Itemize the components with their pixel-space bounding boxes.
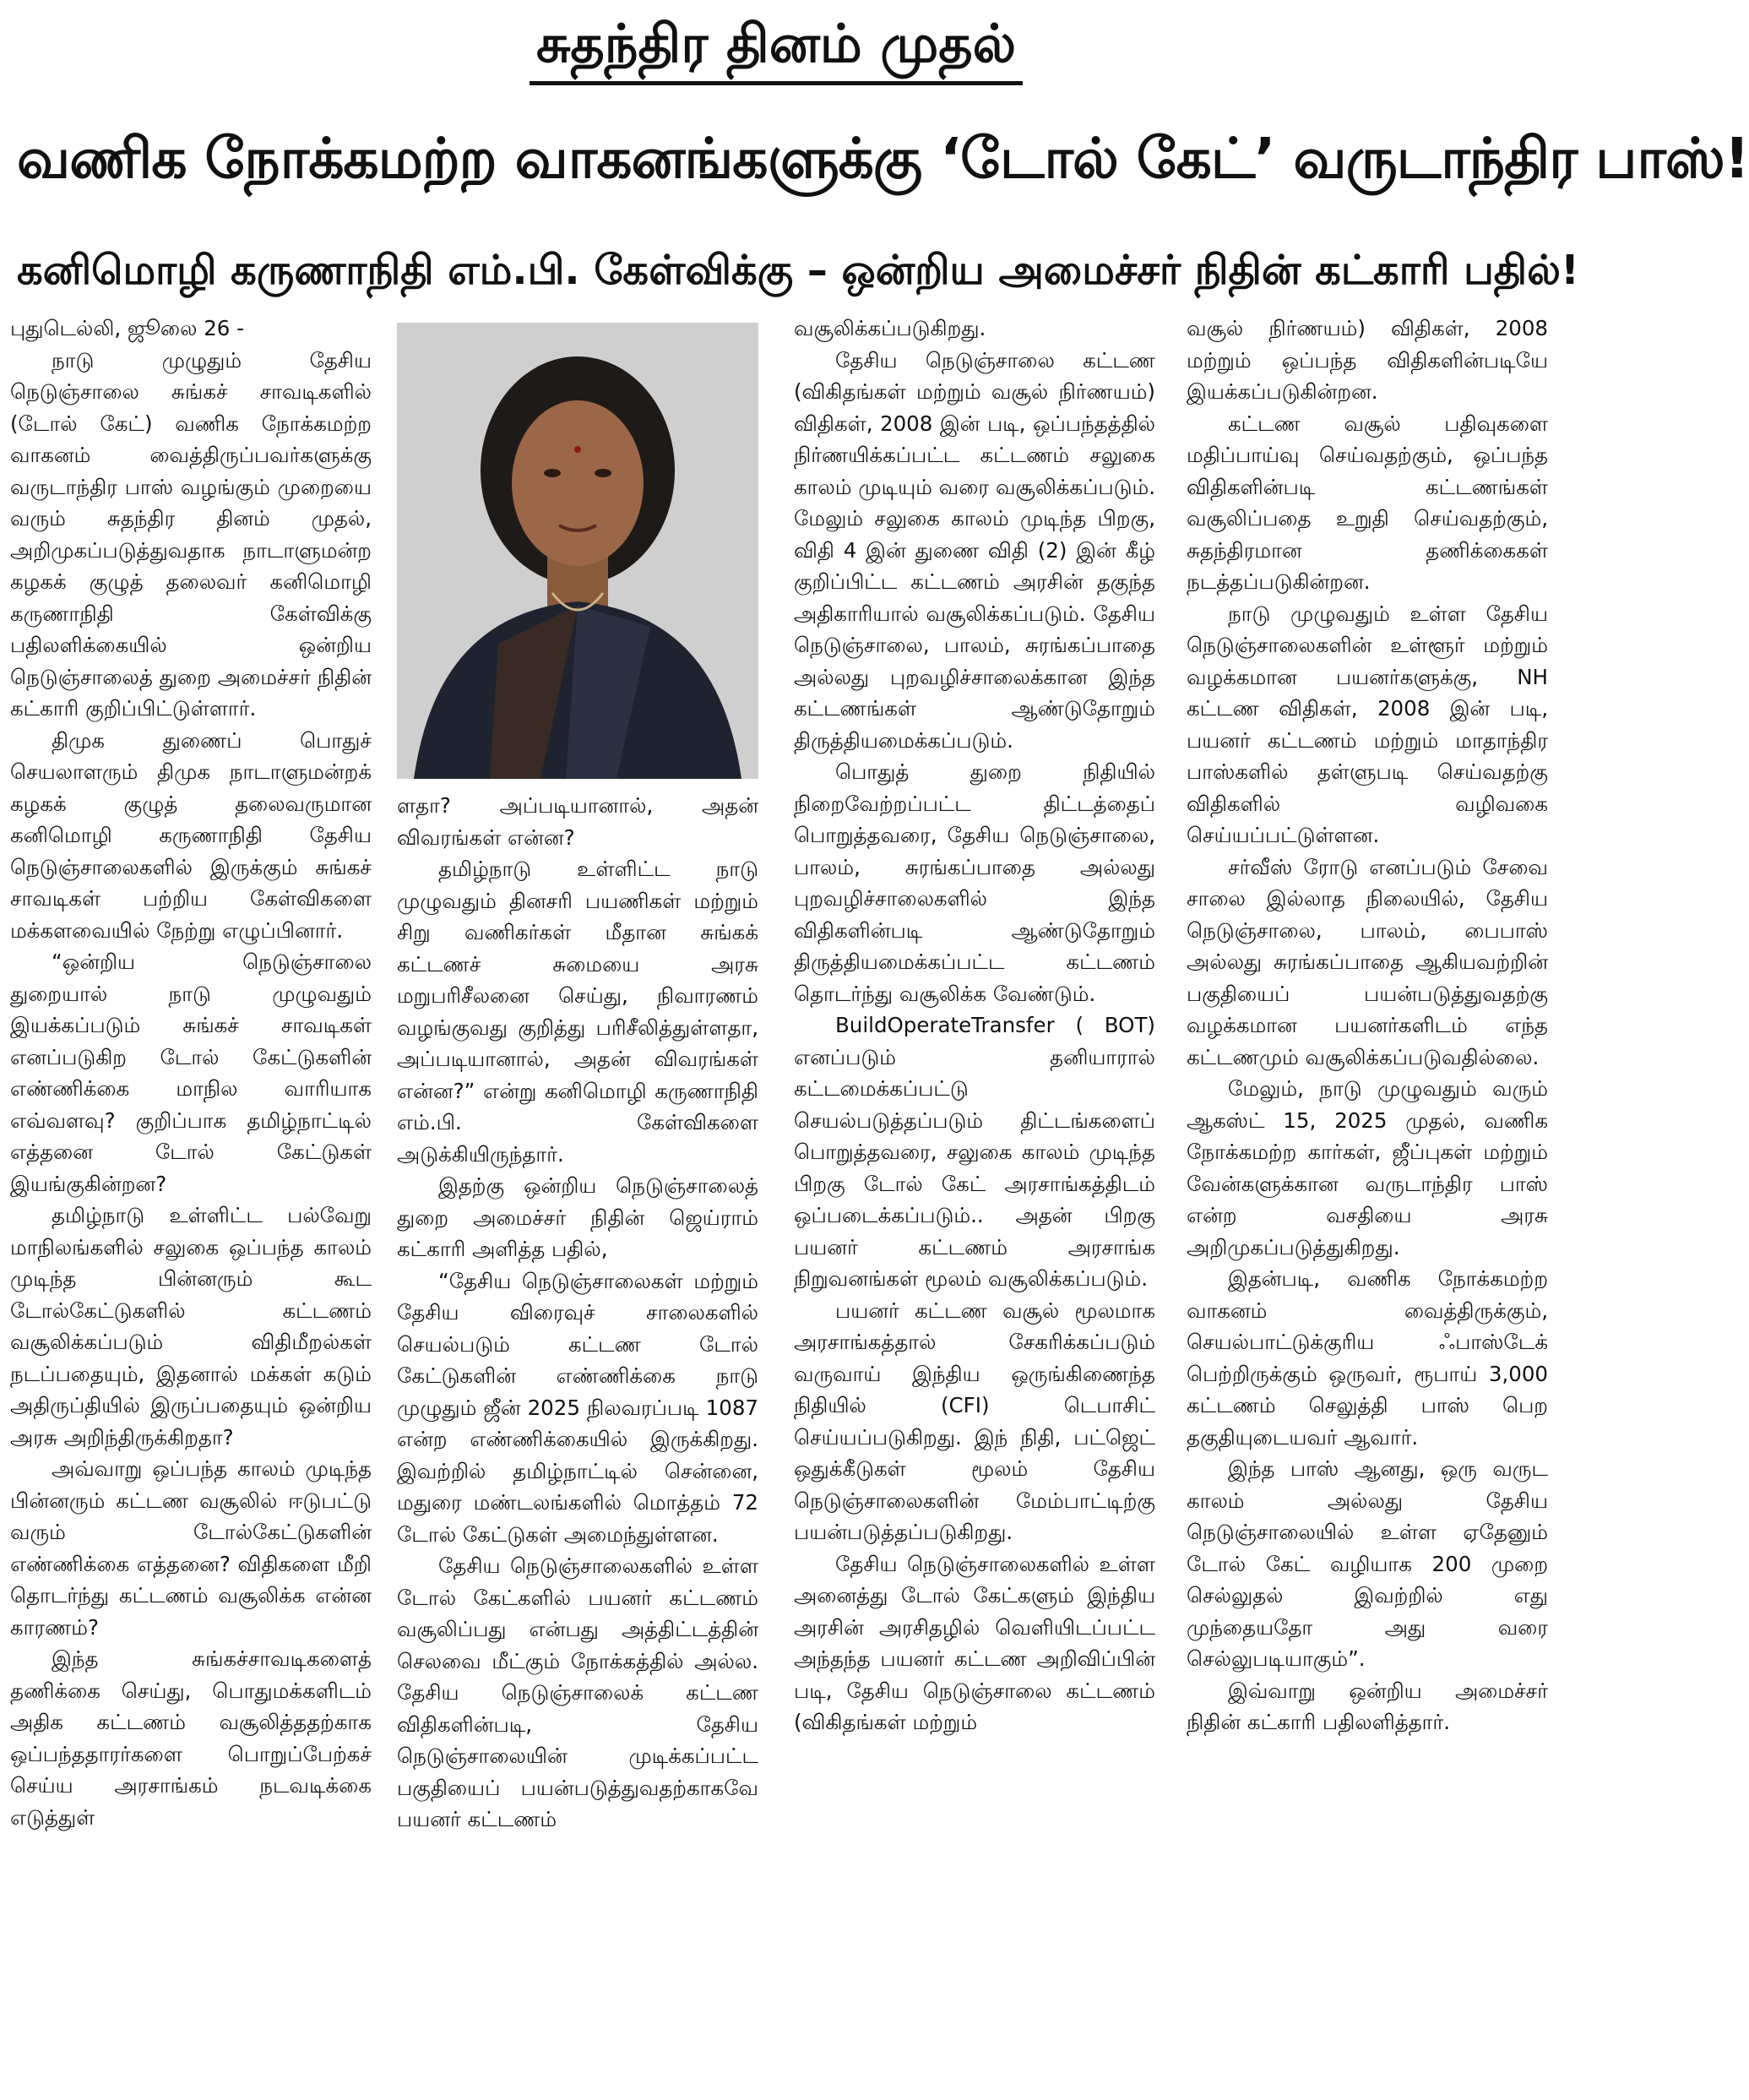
paragraph: “ஒன்றிய நெடுஞ்சாலை துறையால் நாடு முழுவதும் இயக்கப்படும் சுங்கச் சாவடிகள் எனப்படுகிற டோல் கேட்டுகளின் எண்ணிக்கை மாநில வாரியாக எவ்வளவு? குறிப்பாக தமிழ்நாட்டில் எத்தனை டோல் கேட்டுகள் இயங்குகின்றன?: [10, 949, 372, 1196]
paragraph: திமுக துணைப் பொதுச் செயலாளரும் திமுக நாடாளுமன்றக் கழகக் குழுத் தலைவருமான கனிமொழி கருணாநிதி தேசிய நெடுஞ்சாலைகளில் இருக்கும் சுங்கச் சாவடிகள் பற்றிய கேள்விகளை மக்களவையில் நேற்று எழுப்பினார்.: [10, 727, 372, 943]
paragraph: சர்வீஸ் ரோடு எனப்படும் சேவை சாலை இல்லாத நிலையில், தேசிய நெடுஞ்சாலை, பாலம், பைபாஸ் அல்லது சுரங்கப்பாதை ஆகியவற்றின் பகுதியைப் பயன்படுத்துவதற்கு வழக்கமான பயனர்களிடம் எந்த கட்டணமும் வசூலிக்கப்படுவதில்லை.: [1187, 854, 1548, 1069]
paragraph: தேசிய நெடுஞ்சாலை கட்டண (விகிதங்கள் மற்றும் வசூல் நிர்ணயம்) விதிகள், 2008 இன் படி, ஒப்பந்தத்தில் நிர்ணயிக்கப்பட்ட கட்டணம் சலுகை காலம் முடியும் வரை வசூலிக்கப்படும். மேலும் சலுகை காலம் முடிந்த பிறகு, விதி 4 இன் துணை விதி (2) இன் கீழ் குறிப்பிட்ட கட்டணம் அரசின் தகுந்த அதிகாரியால் வசூலிக்கப்படும். தேசிய நெடுஞ்சாலை, பாலம், சுரங்கப்பாதை அல்லது புறவழிச்சாலைக்கான இந்த கட்டணங்கள் ஆண்டுதோறும் திருத்தியமைக்கப்படும்.: [794, 347, 1155, 753]
paragraph: தேசிய நெடுஞ்சாலைகளில் உள்ள டோல் கேட்களில் பயனர் கட்டணம் வசூலிப்பது என்பது அத்திட்டத்தின் செலவை மீட்கும் நோக்கத்தில் அல்ல. தேசிய நெடுஞ்சாலைக் கட்டண விதிகளின்படி, தேசிய நெடுஞ்சாலையின் முடிக்கப்பட்ட பகுதியைப் பயன்படுத்துவதற்காகவே பயனர் கட்டணம்: [397, 1553, 758, 1831]
article-column-4: [1187, 313, 1548, 2095]
paragraph: இந்த சுங்கச்சாவடிகளைத் தணிக்கை செய்து, பொதுமக்களிடம் அதிக கட்டணம் வசூலித்ததற்காக ஒப்பந்ததாரர்களை பொறுப்பேற்கச் செய்ய அரசாங்கம் நடவடிக்கை எடுத்துள்: [10, 1646, 372, 1830]
paragraph: கட்டண வசூல் பதிவுகளை மதிப்பாய்வு செய்வதற்கும், ஒப்பந்த விதிகளின்படி கட்டணங்கள் வசூலிப்பதை உறுதி செய்வதற்கும், சுதந்திரமான தணிக்கைகள் நடத்தப்படுகின்றன.: [1187, 411, 1548, 594]
paragraph: “தேசிய நெடுஞ்சாலைகள் மற்றும் தேசிய விரைவுச் சாலைகளில் செயல்படும் கட்டண டோல் கேட்டுகளின் எண்ணிக்கை நாடு முழுதும் ஜீன் 2025 நிலவரப்படி 1087 என்ற எண்ணிக்கையில் இருக்கிறது. இவற்றில் தமிழ்நாட்டில் சென்னை, மதுரை மண்டலங்களில் மொத்தம் 72 டோல் கேட்டுகள் அமைந்துள்ளன.: [397, 1268, 758, 1547]
subheadline: கனிமொழி கருணாநிதி எம்.பி. கேள்விக்கு – ஒன்றிய அமைச்சர் நிதின் கட்காரி பதில்!: [17, 247, 1579, 294]
article-column-1: [10, 313, 372, 2095]
kicker-banner: [0, 7, 1552, 91]
headline: வணிக நோக்கமற்ற வாகனங்களுக்கு ‘டோல் கேட்’ வருடாந்திர பாஸ்!: [17, 126, 1749, 191]
paragraph: பொதுத் துறை நிதியில் நிறைவேற்றப்பட்ட திட்டத்தைப் பொறுத்தவரை, தேசிய நெடுஞ்சாலை, பாலம், சுரங்கப்பாதை அல்லது புறவழிச்சாலைகளில் இந்த விதிகளின்படி ஆண்டுதோறும் திருத்தியமைக்கப்பட்ட கட்டணம் தொடர்ந்து வசூலிக்க வேண்டும்.: [794, 759, 1155, 1006]
dateline: புதுடெல்லி, ஜூலை 26 -: [10, 316, 245, 340]
paragraph: வசூலிக்கப்படுகிறது.: [794, 316, 986, 340]
paragraph: இந்த பாஸ் ஆனது, ஒரு வருட காலம் அல்லது தேசிய நெடுஞ்சாலையில் உள்ள ஏதேனும் டோல் கேட் வழியாக 200 முறை செல்லுதல் இவற்றில் எது முந்தையதோ அது வரை செல்லுபடியாகும்”.: [1187, 1456, 1548, 1671]
paragraph: தேசிய நெடுஞ்சாலைகளில் உள்ள அனைத்து டோல் கேட்களும் இந்திய அரசின் அரசிதழில் வெளியிடப்பட்ட அந்தந்த பயனர் கட்டண அறிவிப்பின் படி, தேசிய நெடுஞ்சாலை கட்டணம் (விகிதங்கள் மற்றும்: [794, 1551, 1155, 1734]
paragraph: அவ்வாறு ஒப்பந்த காலம் முடிந்த பின்னரும் கட்டண வசூலில் ஈடுபட்டு வரும் டோல்கேட்டுகளின் எண்ணிக்கை எத்தனை? விதிகளை மீறி தொடர்ந்து கட்டணம் வசூலிக்க என்ன காரணம்?: [10, 1456, 372, 1640]
article-column-3: [794, 313, 1155, 2095]
paragraph: தமிழ்நாடு உள்ளிட்ட பல்வேறு மாநிலங்களில் சலுகை ஒப்பந்த காலம் முடிந்த பின்னரும் கூட டோல்கேட்டுகளில் கட்டணம் வசூலிக்கப்படும் விதிமீறல்கள் நடப்பதையும், இதனால் மக்கள் கடும் அதிருப்தியில் இருப்பதையும் ஒன்றிய அரசு அறிந்திருக்கிறதா?: [10, 1203, 372, 1450]
paragraph: BuildOperateTransfer ( BOT) எனப்படும் தனியாரால் கட்டமைக்கப்பட்டு செயல்படுத்தப்படும் திட்டங்களைப் பொறுத்தவரை, சலுகை காலம் முடிந்த பிறகு டோல் கேட் அரசாங்கத்திடம் ஒப்படைக்கப்படும்.. அதன் பிறகு பயனர் கட்டணம் அரசாங்க நிறுவனங்கள் மூலம் வசூலிக்கப்படும்.: [794, 1013, 1155, 1291]
paragraph: நாடு முழுவதும் உள்ள தேசிய நெடுஞ்சாலைகளின் உள்ளூர் மற்றும் வழக்கமான பயனர்களுக்கு, NH கட்டண விதிகள், 2008 இன் படி, பயனர் கட்டணம் மற்றும் மாதாந்திர பாஸ்களில் தள்ளுபடி செய்வதற்கு விதிகளில் வழிவகை செய்யப்பட்டுள்ளன.: [1187, 601, 1548, 847]
portrait-photo: [397, 323, 758, 779]
article-column-2: [397, 790, 758, 2095]
paragraph: மேலும், நாடு முழுவதும் வரும் ஆகஸ்ட் 15, 2025 முதல், வணிக நோக்கமற்ற கார்கள், ஜீப்புகள் மற்றும் வேன்களுக்கான வருடாந்திர பாஸ் என்ற வசதியை அரசு அறிமுகப்படுத்துகிறது.: [1187, 1076, 1548, 1259]
paragraph: நாடு முழுதும் தேசிய நெடுஞ்சாலை சுங்கச் சாவடிகளில் (டோல் கேட்) வணிக நோக்கமற்ற வாகனம் வைத்திருப்பவர்களுக்கு வருடாந்திர பாஸ் வழங்கும் முறையை வரும் சுதந்திர தினம் முதல், அறிமுகப்படுத்துவதாக நாடாளுமன்ற கழகக் குழுத் தலைவர் கனிமொழி கருணாநிதி கேள்விக்கு பதிலளிக்கையில் ஒன்றிய நெடுஞ்சாலைத் துறை அமைச்சர் நிதின் கட்காரி குறிப்பிட்டுள்ளார்.: [10, 347, 372, 721]
paragraph: இதன்படி, வணிக நோக்கமற்ற வாகனம் வைத்திருக்கும், செயல்பாட்டுக்குரிய ஃபாஸ்டேக் பெற்றிருக்கும் ஒருவர், ரூபாய் 3,000 கட்டணம் செலுத்தி பாஸ் பெற தகுதியுடையவர் ஆவார்.: [1187, 1266, 1548, 1450]
paragraph: பயனர் கட்டண வசூல் மூலமாக அரசாங்கத்தால் சேகரிக்கப்படும் வருவாய் இந்திய ஒருங்கிணைந்த நிதியில் (CFI) டெபாசிட் செய்யப்படுகிறது. இந் நிதி, பட்ஜெட் ஒதுக்கீடுகள் மூலம் தேசிய நெடுஞ்சாலைகளின் மேம்பாட்டிற்கு பயன்படுத்தப்படுகிறது.: [794, 1298, 1155, 1544]
portrait-figure: [397, 323, 758, 779]
closing-paragraph: இவ்வாறு ஒன்றிய அமைச்சர் நிதின் கட்காரி பதிலளித்தார்.: [1187, 1678, 1548, 1734]
paragraph: இதற்கு ஒன்றிய நெடுஞ்சாலைத் துறை அமைச்சர் நிதின் ஜெய்ராம் கட்காரி அளித்த பதில்,: [397, 1173, 758, 1261]
paragraph: வசூல் நிர்ணயம்) விதிகள், 2008 மற்றும் ஒப்பந்த விதிகளின்படியே இயக்கப்படுகின்றன.: [1187, 316, 1548, 404]
paragraph: தமிழ்நாடு உள்ளிட்ட நாடு முழுவதும் தினசரி பயணிகள் மற்றும் சிறு வணிகர்கள் மீதான சுங்கக் கட்டணச் சுமையை அரசு மறுபரிசீலனை செய்து, நிவாரணம் வழங்குவது குறித்து பரிசீலித்துள்ளதா, அப்படியானால், அதன் விவரங்கள் என்ன?” என்று கனிமொழி கருணாநிதி எம்.பி. கேள்விகளை அடுக்கியிருந்தார்.: [397, 857, 758, 1167]
kicker-text: சுதந்திர தினம் முதல்: [530, 7, 1023, 85]
paragraph: ளதா? அப்படியானால், அதன் விவரங்கள் என்ன?: [397, 793, 758, 850]
